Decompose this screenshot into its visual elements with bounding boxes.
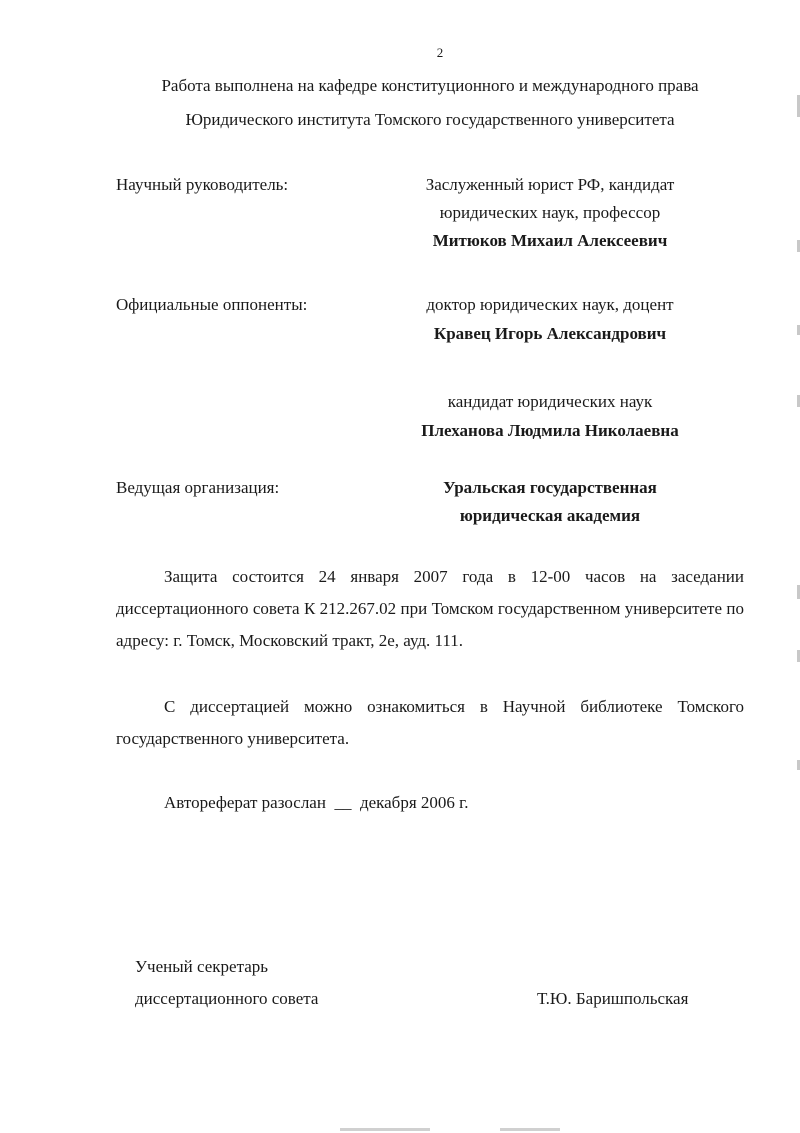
- secretary-title-line-2: диссертационного совета: [135, 989, 319, 1008]
- header-line-2: Юридического института Томского государственного университета: [185, 110, 675, 129]
- defense-text: Защита состоится 24 января 2007 года в 12-00 часов на заседании диссертационного совета К 212.267.02 при Томском государственном университете по адресу: г. Томск, Московский тракт, 2е, ауд. 111.: [116, 567, 744, 650]
- opponent-2-degree: кандидат юридических наук: [447, 392, 653, 411]
- scan-bottom-mark: [500, 1128, 560, 1131]
- opponent-1-degree: доктор юридических наук, доцент: [426, 295, 674, 314]
- sent-line: Автореферат разослан __ декабря 2006 г.: [164, 793, 469, 812]
- library-paragraph: [116, 691, 744, 755]
- opponent-2-name: Плеханова Людмила Николаевна: [421, 421, 679, 440]
- supervisor-name: Митюков Михаил Алексеевич: [432, 231, 668, 250]
- supervisor-label: Научный руководитель:: [116, 175, 289, 194]
- leading-org-line-2: юридическая академия: [459, 506, 641, 525]
- opponents-label: Официальные оппоненты:: [116, 295, 308, 314]
- leading-org-label: Ведущая организация:: [116, 478, 280, 497]
- secretary-title-line-1: Ученый секретарь: [135, 957, 269, 976]
- supervisor-title-line-2: юридических наук, профессор: [439, 203, 661, 222]
- defense-paragraph: [116, 561, 744, 657]
- header-line-1: Работа выполнена на кафедре конституционного и международного права: [161, 76, 699, 95]
- opponent-1-name: Кравец Игорь Александрович: [433, 324, 667, 343]
- secretary-name: Т.Ю. Баришпольская: [537, 989, 689, 1008]
- scan-bottom-mark: [340, 1128, 430, 1131]
- leading-org-line-1: Уральская государственная: [443, 478, 657, 497]
- library-text: С диссертацией можно ознакомиться в Научной библиотеке Томского государственного университета.: [116, 697, 744, 748]
- page-number: 2: [436, 45, 444, 60]
- supervisor-title-line-1: Заслуженный юрист РФ, кандидат: [425, 175, 675, 194]
